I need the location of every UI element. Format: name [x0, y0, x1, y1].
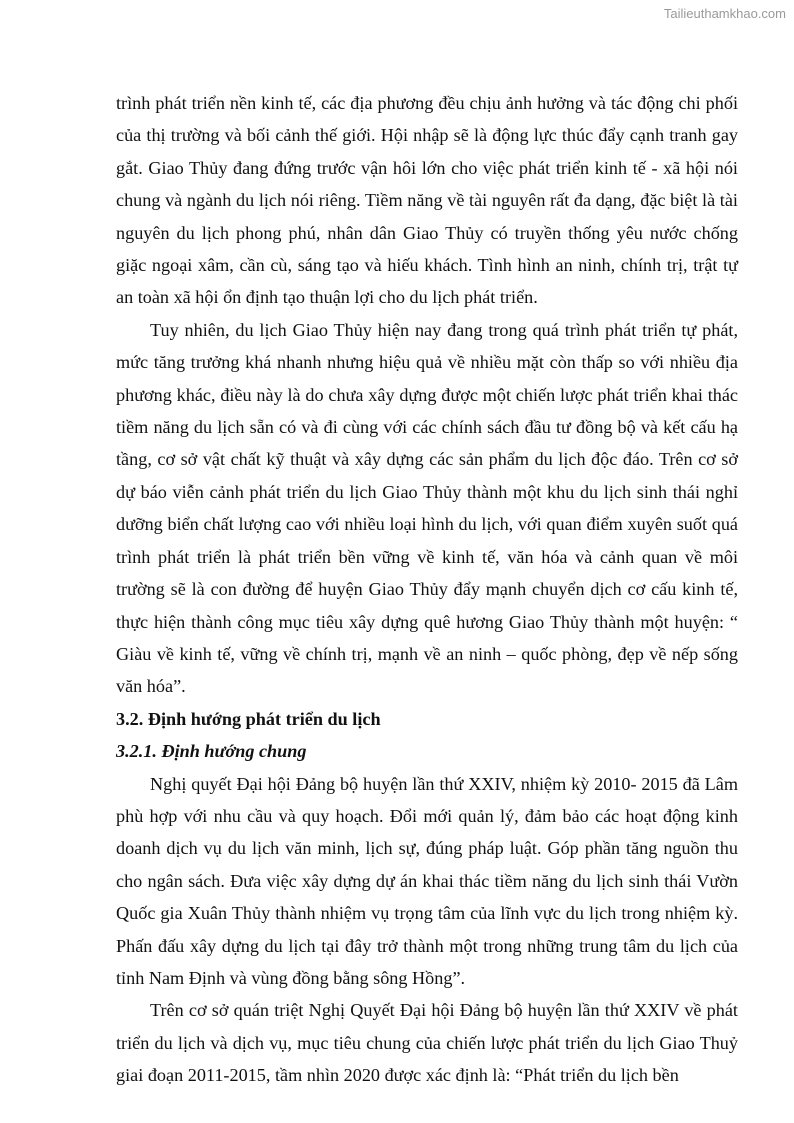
- paragraph-continuation: trình phát triển nền kinh tế, các địa phương đều chịu ảnh hưởng và tác động chi phối của thị trường và bối cảnh thế giới. Hội nhập sẽ là động lực thúc đẩy cạnh tranh gay gắt. Giao Thủy đang đứng trước vận hôi lớn cho việc phát triển kinh tế - xã hội nói chung và ngành du lịch nói riêng. Tiềm năng về tài nguyên rất đa dạng, đặc biệt là tài nguyên du lịch phong phú, nhân dân Giao Thủy có truyền thống yêu nước chống giặc ngoại xâm, cần cù, sáng tạo và hiếu khách. Tình hình an ninh, chính trị, trật tự an toàn xã hội ổn định tạo thuận lợi cho du lịch phát triển.: [116, 93, 738, 308]
- watermark-text: Tailieuthamkhao.com: [663, 6, 786, 21]
- section-heading: 3.2. Định hướng phát triển du lịch: [116, 708, 381, 729]
- subsection-heading: 3.2.1. Định hướng chung: [116, 741, 307, 762]
- document-page: [116, 87, 738, 1092]
- paragraph-objectives: Trên cơ sở quán triệt Nghị Quyết Đại hội Đảng bộ huyện lần thứ XXIV về phát triển du lịch và dịch vụ, mục tiêu chung của chiến lược phát triển du lịch Giao Thuỷ giai đoạn 2011-2015, tầm nhìn 2020 được xác định là: “Phát triển du lịch bền: [116, 1000, 738, 1086]
- paragraph-challenges: Tuy nhiên, du lịch Giao Thủy hiện nay đang trong quá trình phát triển tự phát, mức tăng trưởng khá nhanh nhưng hiệu quả về nhiều mặt còn thấp so với nhiều địa phương khác, điều này là do chưa xây dựng được một chiến lược phát triển khai thác tiềm năng du lịch sẵn có và đi cùng với các chính sách đầu tư đồng bộ và kết cấu hạ tầng, cơ sở vật chất kỹ thuật và xây dựng các sản phẩm du lịch độc đáo. Trên cơ sở dự báo viễn cảnh phát triển du lịch Giao Thủy thành một khu du lịch sinh thái nghỉ dưỡng biển chất lượng cao với nhiều loại hình du lịch, với quan điểm xuyên suốt quá trình phát triển là phát triển bền vững về kinh tế, văn hóa và cảnh quan về môi trường sẽ là con đường để huyện Giao Thủy đẩy mạnh chuyển dịch cơ cấu kinh tế, thực hiện thành công mục tiêu xây dựng quê hương Giao Thủy thành một huyện: “ Giàu về kinh tế, vững về chính trị, mạnh về an ninh – quốc phòng, đẹp về nếp sống văn hóa”.: [116, 319, 738, 697]
- paragraph-resolution: Nghị quyết Đại hội Đảng bộ huyện lần thứ XXIV, nhiệm kỳ 2010- 2015 đã Lâm phù hợp với nhu cầu và quy hoạch. Đổi mới quản lý, đảm bảo các hoạt động kinh doanh dịch vụ du lịch văn minh, lịch sự, đúng pháp luật. Góp phần tăng nguồn thu cho ngân sách. Đưa việc xây dựng dự án khai thác tiềm năng du lịch sinh thái Vườn Quốc gia Xuân Thủy thành nhiệm vụ trọng tâm của lĩnh vực du lịch trong nhiệm kỳ. Phấn đấu xây dựng du lịch tại đây trở thành một trong những trung tâm du lịch của tỉnh Nam Định và vùng đồng bằng sông Hồng”.: [116, 773, 738, 988]
